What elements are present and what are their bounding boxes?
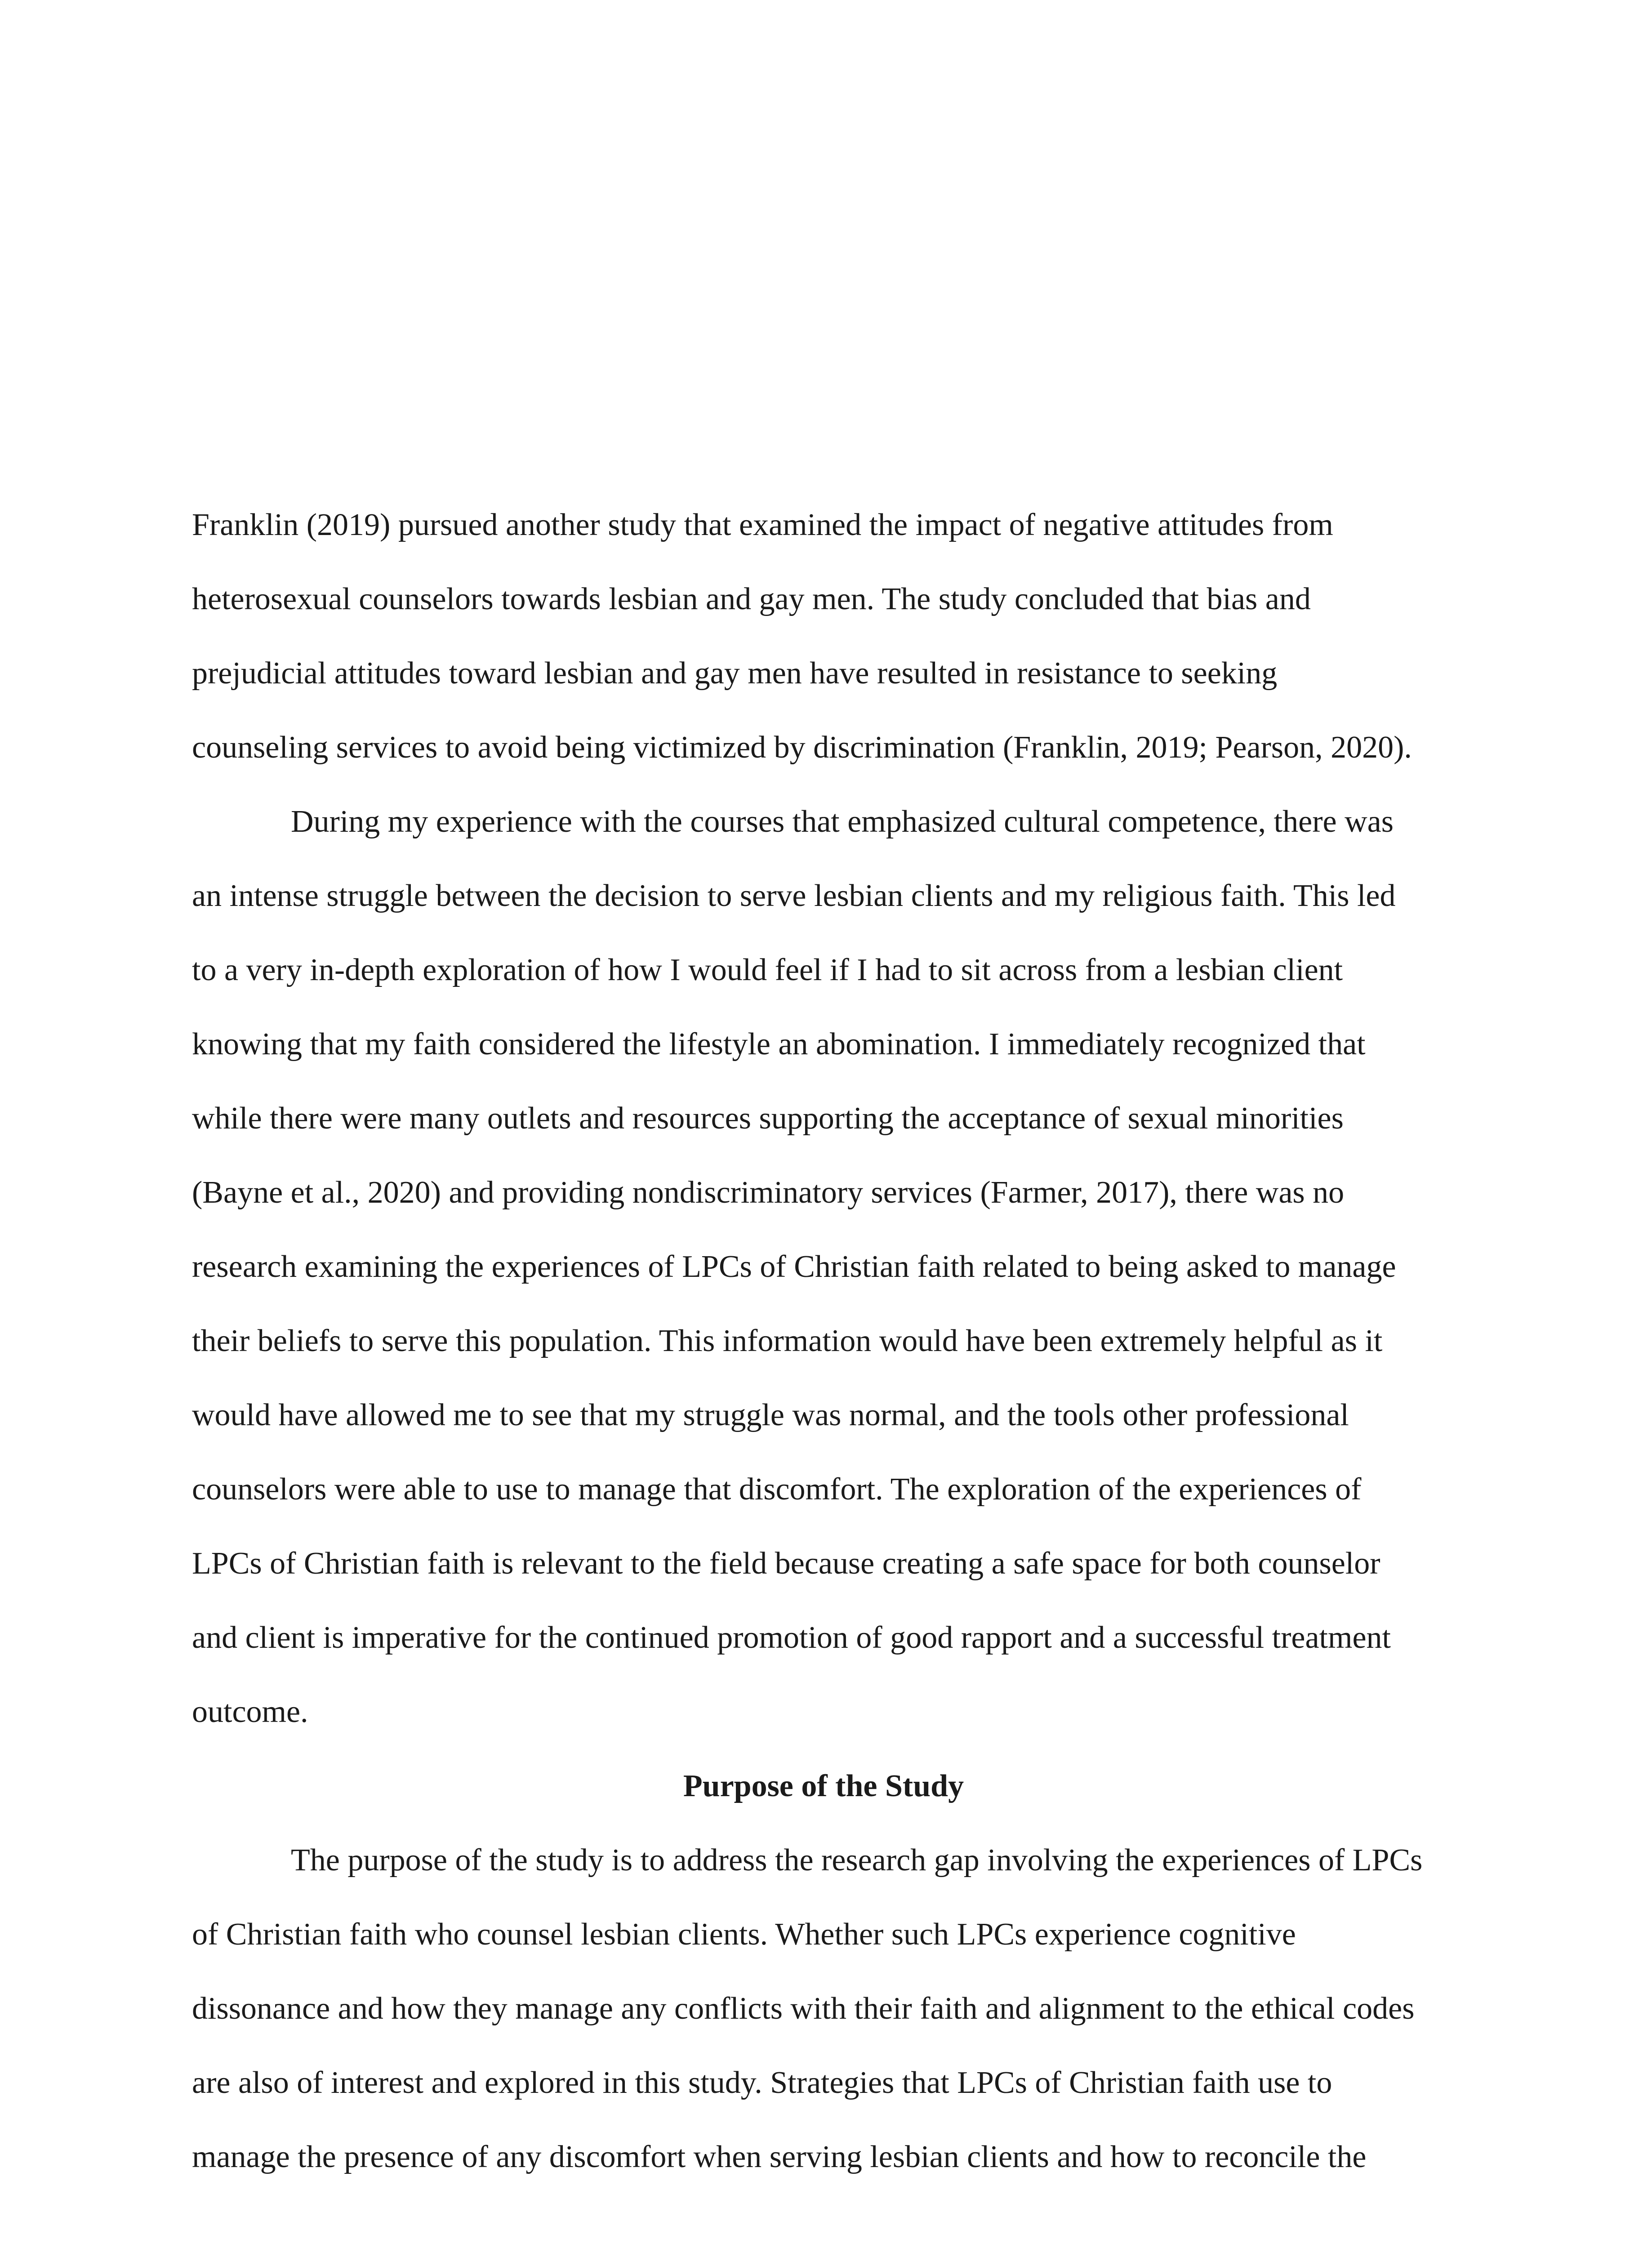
text-line: would have allowed me to see that my struggle was normal, and the tools other professional (192, 1398, 1349, 1432)
text-line: outcome. (192, 1695, 308, 1729)
text-line: During my experience with the courses that emphasized cultural competence, there was (291, 804, 1394, 839)
text-line: manage the presence of any discomfort when serving lesbian clients and how to reconcile the (192, 2140, 1367, 2174)
text-line: prejudicial attitudes toward lesbian and gay men have resulted in resistance to seeking (192, 656, 1278, 691)
text-line: counselors were able to use to manage that discomfort. The exploration of the experiences of (192, 1472, 1362, 1507)
text-line: and client is imperative for the continued promotion of good rapport and a successful treatment (192, 1620, 1391, 1655)
text-line: (Bayne et al., 2020) and providing nondiscriminatory services (Farmer, 2017), there was no (192, 1175, 1345, 1210)
text-line: heterosexual counselors towards lesbian and gay men. The study concluded that bias and (192, 582, 1311, 616)
paragraph-purpose (192, 1823, 1455, 2194)
text-line: knowing that my faith considered the lifestyle an abomination. I immediately recognized that (192, 1027, 1366, 1062)
paragraph-franklin-study (192, 488, 1455, 785)
text-line: The purpose of the study is to address the research gap involving the experiences of LPCs (291, 1843, 1423, 1878)
text-line: Franklin (2019) pursued another study that examined the impact of negative attitudes from (192, 508, 1333, 542)
text-line: are also of interest and explored in this study. Strategies that LPCs of Christian faith use to (192, 2065, 1332, 2100)
text-line: dissonance and how they manage any conflicts with their faith and alignment to the ethical codes (192, 1991, 1415, 2026)
text-line: of Christian faith who counsel lesbian clients. Whether such LPCs experience cognitive (192, 1917, 1296, 1952)
paragraph-personal-experience (192, 785, 1455, 1749)
text-line: while there were many outlets and resources supporting the acceptance of sexual minorities (192, 1101, 1344, 1136)
text-line: counseling services to avoid being victimized by discrimination (Franklin, 2019; Pearson, 2020). (192, 730, 1412, 765)
text-line: to a very in-depth exploration of how I would feel if I had to sit across from a lesbian client (192, 953, 1343, 987)
section-heading: Purpose of the Study (683, 1769, 964, 1803)
text-line: their beliefs to serve this population. This information would have been extremely helpful as it (192, 1324, 1383, 1358)
text-line: research examining the experiences of LPCs of Christian faith related to being asked to manage (192, 1249, 1396, 1284)
body-text (192, 488, 1455, 2194)
text-line: LPCs of Christian faith is relevant to the field because creating a safe space for both counselor (192, 1546, 1380, 1581)
text-line: an intense struggle between the decision to serve lesbian clients and my religious faith. This led (192, 879, 1396, 913)
